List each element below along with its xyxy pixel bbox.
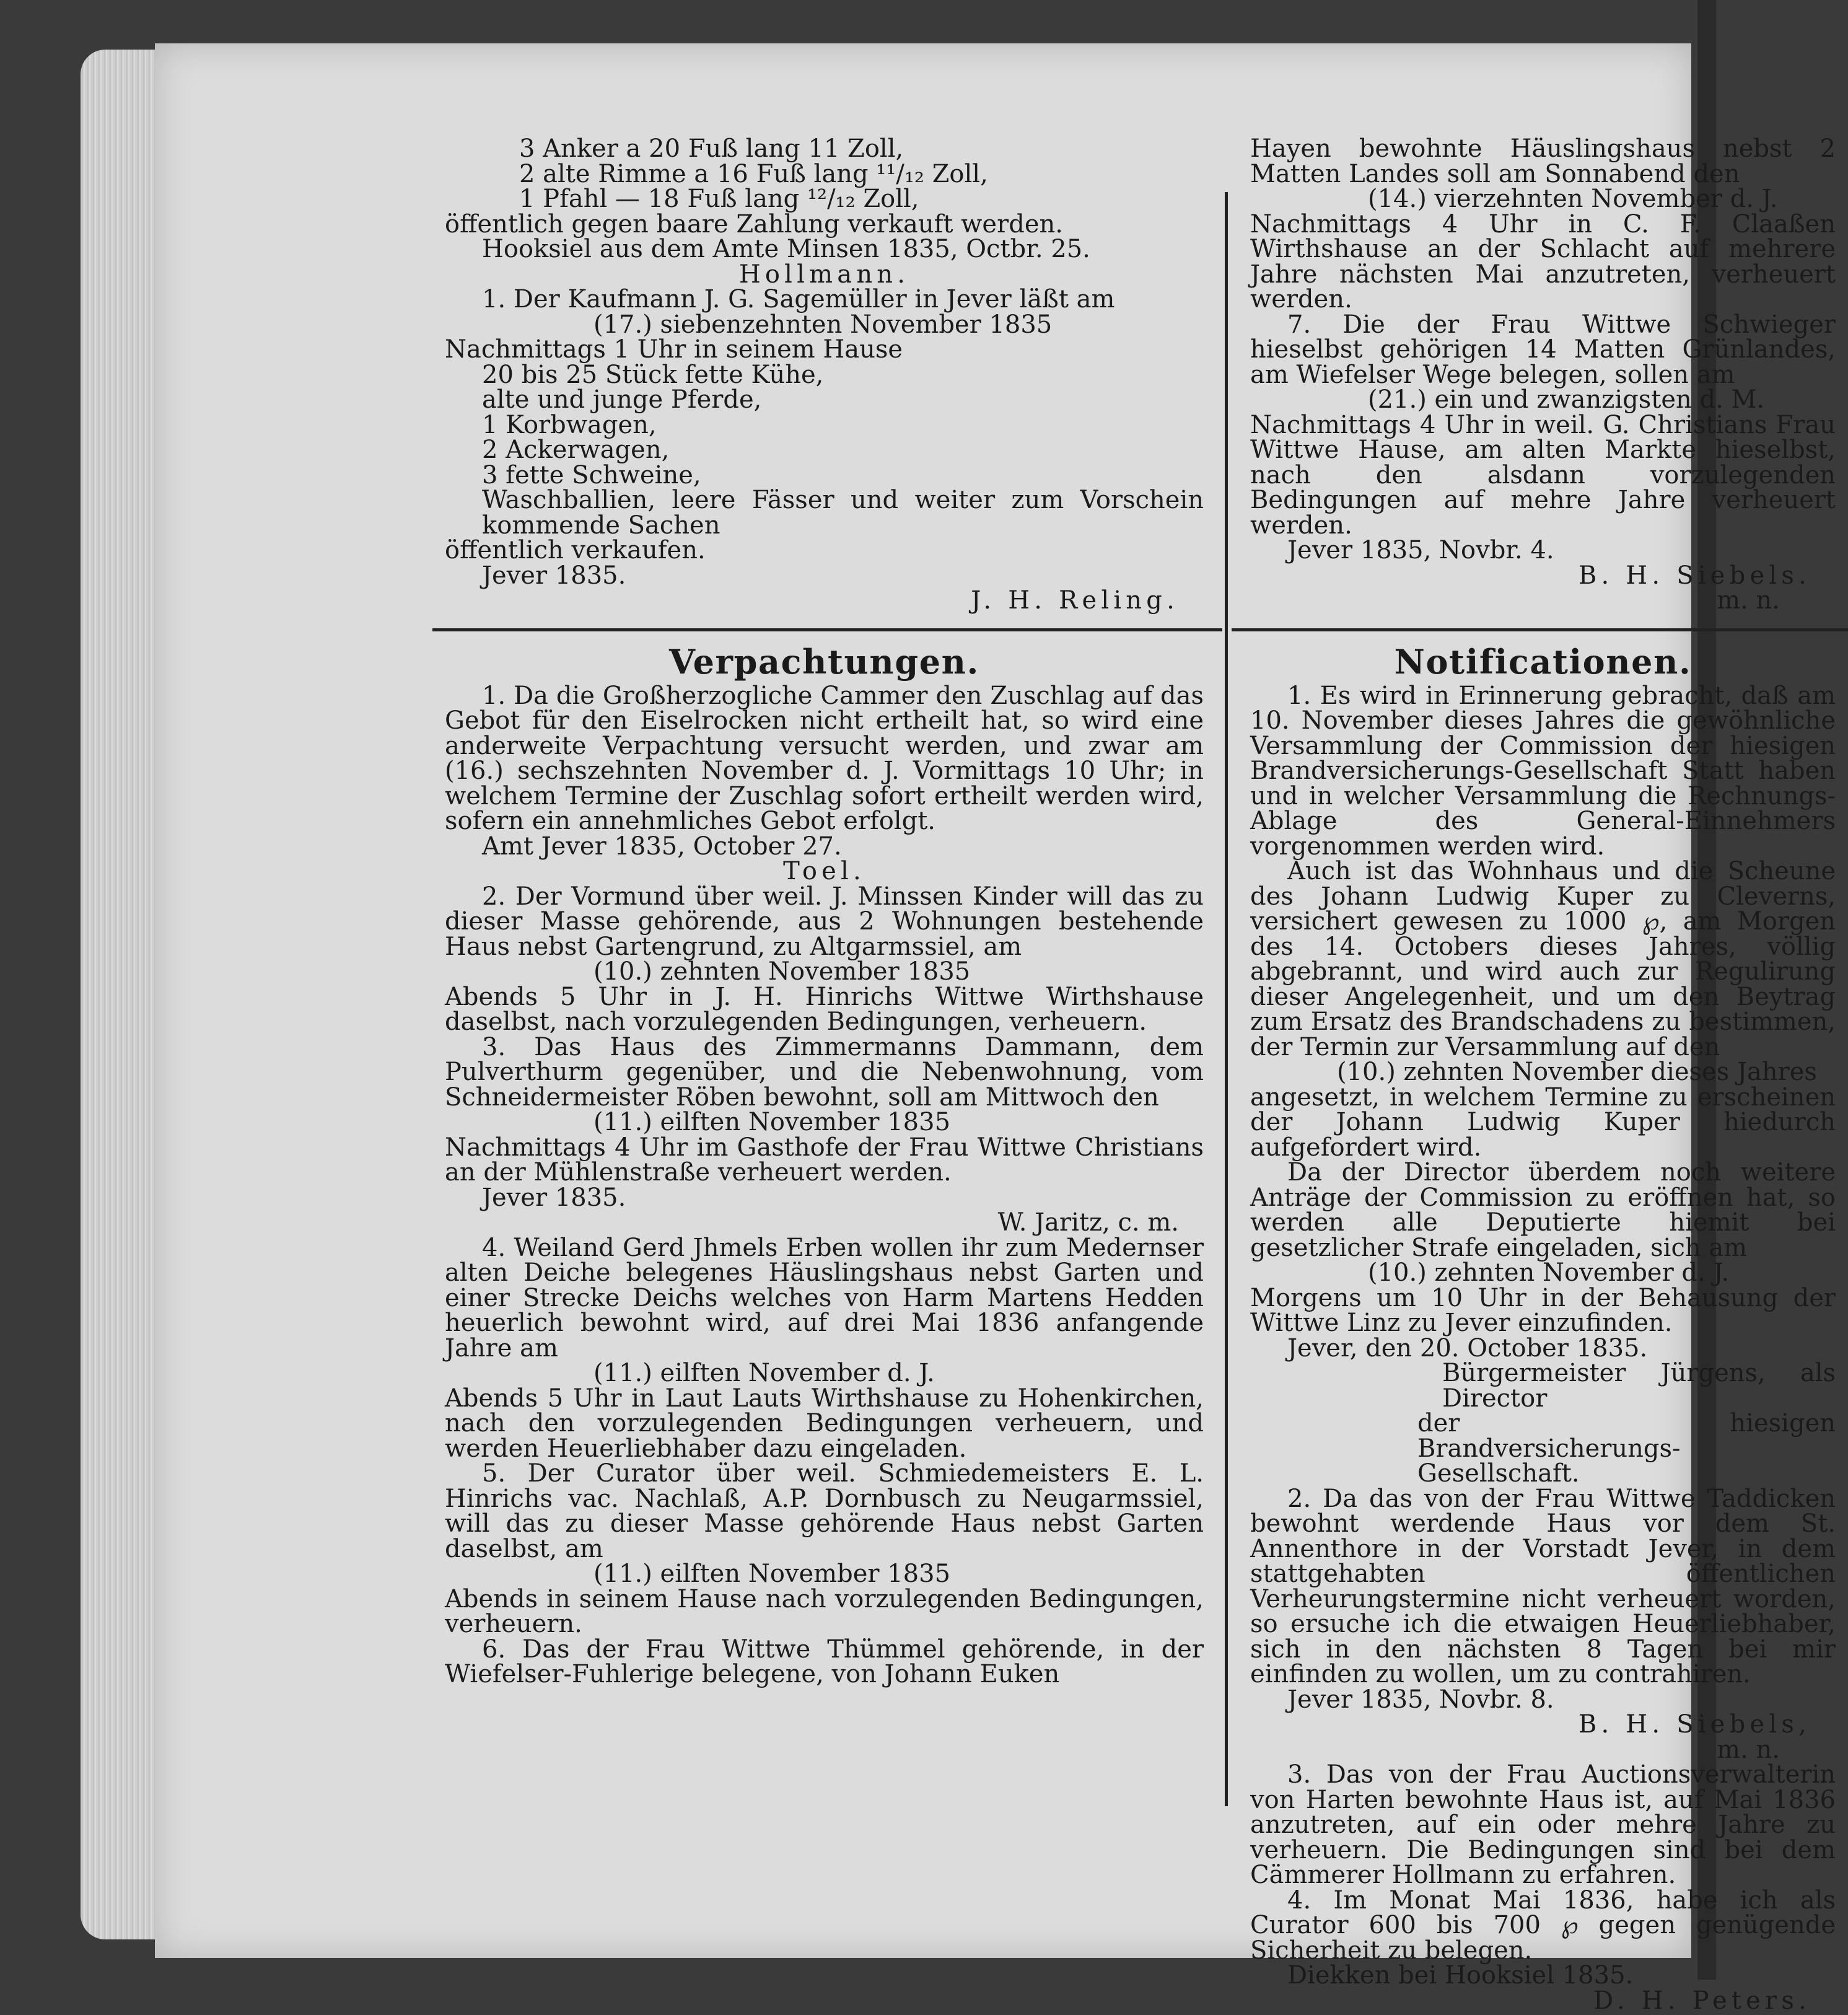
paragraph: 1. Der Kaufmann J. G. Sagemüller in Jever läßt am xyxy=(482,285,1115,314)
place-date: Diekken bei Hooksiel 1835. xyxy=(1287,1961,1634,1990)
list-item: 20 bis 25 Stück fette Kühe, xyxy=(482,360,824,389)
paragraph: Morgens um 10 Uhr in der Behausung der Wittwe Linz zu Jever einzufinden. xyxy=(1250,1283,1836,1337)
signature-suffix: m. n. xyxy=(1717,586,1780,615)
paragraph: Nachmittags 4 Uhr im Gasthofe der Frau Wittwe Christians an der Mühlenstraße verheuert werden. xyxy=(445,1133,1204,1187)
place-date: Jever 1835, Novbr. 4. xyxy=(1287,536,1554,564)
date-line: (10.) zehnten November dieses Jahres xyxy=(1337,1058,1817,1086)
left-column xyxy=(445,136,1204,1687)
date-line: (17.) siebenzehnten November 1835 xyxy=(593,310,1053,339)
signature: B. H. Siebels. xyxy=(1578,561,1811,590)
right-column xyxy=(1250,136,1836,2013)
paragraph: 1. Da die Großherzogliche Cammer den Zuschlag auf das Gebot für den Eiselrocken nicht ertheilt hat, so wird eine anderweite Verpachtung versucht werden, und zwar am (16.) sechszehnten November d. J. Vormittags 10 Uhr; in welchem Termine der Zuschlag sofort ertheilt werden wird, sofern ein annehmliches Gebot erfolgt. xyxy=(445,681,1204,835)
text-line: Nachmittags 1 Uhr in seinem Hause xyxy=(445,335,903,364)
list-item: 2 Ackerwagen, xyxy=(482,436,670,464)
place-date: Jever 1835, Novbr. 8. xyxy=(1287,1685,1554,1714)
paragraph: 2. Der Vormund über weil. J. Minssen Kinder will das zu dieser Masse gehörende, aus 2 Wohnungen bestehende Haus nebst Gartengrund, zu Altgarmssiel, am xyxy=(445,882,1204,961)
date-line: (11.) eilften November 1835 xyxy=(593,1560,951,1588)
signature: Toel. xyxy=(783,857,865,885)
date-line: (11.) eilften November 1835 xyxy=(593,1108,951,1136)
text-line: 2 alte Rimme a 16 Fuß lang ¹¹/₁₂ Zoll, xyxy=(519,159,988,188)
paragraph: Hayen bewohnte Häuslingshaus nebst 2 Matten Landes soll am Sonnabend den xyxy=(1250,134,1836,188)
date-line: (10.) zehnten November d. J. xyxy=(1368,1258,1730,1287)
date-line: (10.) zehnten November 1835 xyxy=(593,957,971,986)
text-line: öffentlich verkaufen. xyxy=(445,536,706,564)
paragraph: Abends 5 Uhr in Laut Lauts Wirthshause zu Hohenkirchen, nach den vorzulegenden Bedingungen verheuern, und werden Heuerliebhaber dazu eingeladen. xyxy=(445,1384,1204,1463)
section-rule xyxy=(1232,628,1848,631)
paragraph: 2. Da das von der Frau Wittwe Taddicken bewohnt werdende Haus vor dem St. Annenthore in der Vorstadt Jever, in dem stattgehabten öffentlichen Verheurungstermine nicht verheuert worden, so ersuche ich die etwaigen Heuerliebhaber, sich in den nächsten 8 Tagen bei mir einfinden zu wollen, um zu contrahiren. xyxy=(1250,1484,1836,1688)
section-heading: Verpachtungen. xyxy=(669,641,979,682)
date-line: (21.) ein und zwanzigsten d. M. xyxy=(1368,385,1765,414)
list-item: Waschballien, leere Fässer und weiter zum Vorschein kommende Sachen xyxy=(482,486,1204,540)
paragraph: Abends in seinem Hause nach vorzulegenden Bedingungen, verheuern. xyxy=(445,1584,1204,1638)
place-date: Jever 1835. xyxy=(482,561,626,590)
paragraph: Abends 5 Uhr in J. H. Hinrichs Wittwe Wirthshause daselbst, nach vorzulegenden Bedingungen, verheuern. xyxy=(445,982,1204,1036)
list-item: 1 Korbwagen, xyxy=(482,410,657,439)
date-line: (14.) vierzehnten November d. J. xyxy=(1368,185,1778,213)
paragraph: 3. Das Haus des Zimmermanns Dammann, dem Pulverthurm gegenüber, und die Nebenwohnung, vom Schneidermeister Röben bewohnt, soll am Mittwoch den xyxy=(445,1032,1204,1112)
signature-title: der hiesigen Brandversicherungs-Gesellschaft. xyxy=(1417,1409,1836,1488)
list-item: alte und junge Pferde, xyxy=(482,385,762,414)
signature: W. Jaritz, c. m. xyxy=(997,1208,1179,1237)
place-date: Jever 1835. xyxy=(482,1183,626,1212)
paragraph: 1. Es wird in Erinnerung gebracht, daß am 10. November dieses Jahres die gewöhnliche Versammlung der Commission der hiesigen Brandversicherungs-Gesellschaft Statt haben und in welcher Versammlung die Rechnungs-Ablage des General-Einnehmers vorgenommen werden wird. xyxy=(1250,681,1836,861)
text-line: Hooksiel aus dem Amte Minsen 1835, Octbr. 25. xyxy=(482,235,1090,263)
paragraph: Da der Director überdem noch weitere Anträge der Commission zu eröffnen hat, so werden alle Deputierte hiemit bei gesetzlicher Strafe eingeladen, sich am xyxy=(1250,1158,1836,1262)
paragraph: 4. Im Monat Mai 1836, habe ich als Curator 600 bis 700 ℘ gegen genügende Sicherheit zu belegen. xyxy=(1250,1885,1836,1965)
paragraph: 7. Die der Frau Wittwe Schwieger hieselbst gehörigen 14 Matten Grünlandes, am Wiefelser Wege belegen, sollen am xyxy=(1250,310,1836,389)
paragraph: 4. Weiland Gerd Jhmels Erben wollen ihr zum Medernser alten Deiche belegenes Häuslingshaus nebst Garten und einer Strecke Deichs welches von Harm Martens Hedden heuerlich bewohnt wird, auf drei Mai 1836 anfangende Jahre am xyxy=(445,1233,1204,1363)
paragraph: 3. Das von der Frau Auctionsverwalterin von Harten bewohnte Haus ist, auf Mai 1836 anzutreten, auf ein oder mehre Jahre zu verheuern. Die Bedingungen sind bei dem Cämmerer Hollmann zu erfahren. xyxy=(1250,1760,1836,1889)
signature: Hollmann. xyxy=(738,260,910,289)
date-line: (11.) eilften November d. J. xyxy=(593,1359,935,1387)
text-line: öffentlich gegen baare Zahlung verkauft werden. xyxy=(445,209,1063,239)
signature: B. H. Siebels, xyxy=(1578,1710,1811,1739)
paragraph: Auch ist das Wohnhaus und die Scheune des Johann Ludwig Kuper zu Cleverns, versichert gewesen zu 1000 ℘, am Morgen des 14. Octobers dieses Jahres, völlig abgebrannt, und wird auch zur Regulirung dieser Angelegenheit, und um den Beytrag zum Ersatz des Brandschadens zu bestimmen, der Termin zur Versammlung auf den xyxy=(1250,857,1836,1061)
signature-suffix: m. n. xyxy=(1717,1735,1780,1764)
paragraph: 5. Der Curator über weil. Schmiedemeisters E. L. Hinrichs vac. Nachlaß, A.P. Dornbusch zu Neugarmssiel, will das zu dieser Masse gehörende Haus nebst Garten daselbst, am xyxy=(445,1459,1204,1563)
section-rule xyxy=(432,628,1222,631)
paragraph: Nachmittags 4 Uhr in C. F. Claaßen Wirthshause an der Schlacht auf mehrere Jahre nächsten Mai anzutreten, verheuert werden. xyxy=(1250,209,1836,314)
place-date: Amt Jever 1835, October 27. xyxy=(482,832,842,861)
section-heading: Notificationen. xyxy=(1394,641,1692,682)
newspaper-page xyxy=(155,43,1836,2015)
paragraph: Nachmittags 4 Uhr in weil. G. Christians Frau Wittwe Hause, am alten Markte hieselbst, nach den alsdann vorzulegenden Bedingungen auf mehre Jahre verheuert werden. xyxy=(1250,410,1836,540)
column-divider xyxy=(1225,192,1228,1806)
signature: D. H. Peters. xyxy=(1593,1986,1811,2015)
signature: J. H. Reling. xyxy=(971,586,1179,615)
paragraph: angesetzt, in welchem Termine zu erscheinen der Johann Ludwig Kuper hiedurch aufgefordert wird. xyxy=(1250,1082,1836,1162)
text-line: 1 Pfahl — 18 Fuß lang ¹²/₁₂ Zoll, xyxy=(519,185,919,213)
text-line: 3 Anker a 20 Fuß lang 11 Zoll, xyxy=(519,134,904,163)
book-page-edges xyxy=(81,50,167,1939)
signature: Bürgermeister Jürgens, als Director xyxy=(1442,1359,1836,1413)
place-date: Jever, den 20. October 1835. xyxy=(1287,1333,1648,1363)
list-item: 3 fette Schweine, xyxy=(482,460,701,489)
paragraph: 6. Das der Frau Wittwe Thümmel gehörende, in der Wiefelser-Fuhlerige belegene, von Johann Euken xyxy=(445,1635,1204,1688)
